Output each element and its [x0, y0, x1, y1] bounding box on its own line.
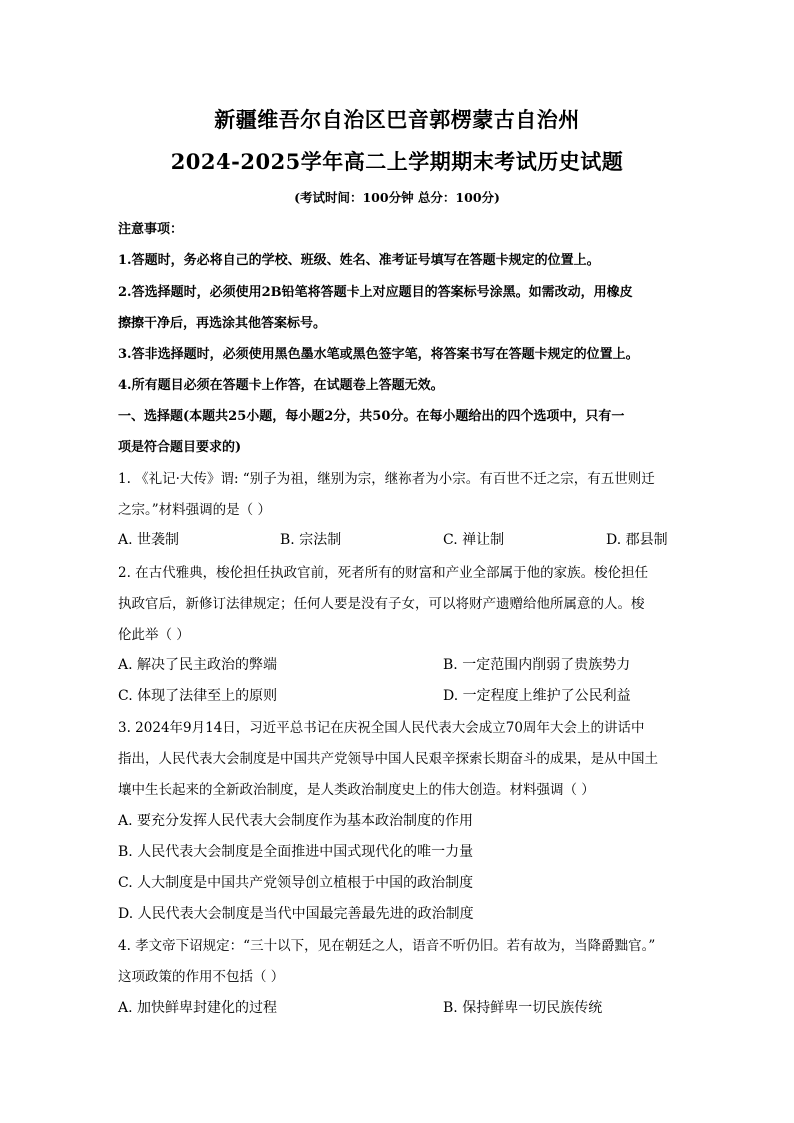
question-1-option-d[interactable]: D. 郡县制: [606, 532, 668, 548]
question-1-text: 1. 《礼记·大传》谓: “别子为祖，继别为宗，继祢者为小宗。有百世不迁之宗，有五世则迁: [118, 471, 655, 487]
note-item: 擦擦干净后，再选涂其他答案标号。: [118, 316, 327, 331]
question-3-text: 指出，人民代表大会制度是中国共产党领导中国人民艰辛探索长期奋斗的成果，是从中国土: [118, 751, 658, 767]
question-1-option-c[interactable]: C. 禅让制: [443, 532, 505, 548]
exam-info: (考试时间：100分钟 总分：100分): [294, 190, 500, 205]
question-3-text: 壤中生长起来的全新政治制度，是人类政治制度史上的伟大创造。材料强调（ ）: [118, 782, 595, 798]
question-2-option-d[interactable]: D. 一定程度上维护了公民利益: [443, 688, 631, 704]
question-2-text: 执政官后，新修订法律规定；任何人要是没有子女，可以将财产遗赠给他所属意的人。梭: [118, 596, 645, 612]
question-4-option-b[interactable]: B. 保持鲜卑一切民族传统: [443, 1000, 603, 1016]
question-2-text: 2. 在古代雅典，梭伦担任执政官前，死者所有的财富和产业全部属于他的家族。梭伦担任: [118, 565, 649, 581]
note-item: 1.答题时，务必将自己的学校、班级、姓名、准考证号填写在答题卡规定的位置上。: [118, 253, 600, 268]
note-item: 4.所有题目必须在答题卡上作答，在试题卷上答题无效。: [118, 378, 444, 393]
question-1-option-b[interactable]: B. 宗法制: [280, 532, 342, 548]
question-3-option-b[interactable]: B. 人民代表大会制度是全面推进中国式现代化的唯一力量: [118, 844, 474, 860]
question-2-text: 伦此举（ ）: [118, 627, 190, 643]
question-1-text: 之宗。”材料强调的是（ ）: [118, 502, 271, 518]
question-3-option-d[interactable]: D. 人民代表大会制度是当代中国最完善最先进的政治制度: [118, 906, 474, 922]
question-4-option-a[interactable]: A. 加快鲜卑封建化的过程: [118, 1000, 278, 1016]
question-1-option-a[interactable]: A. 世袭制: [118, 532, 180, 548]
notes-heading: 注意事项：: [118, 222, 184, 237]
section-heading-cont: 项是符合题目要求的): [118, 440, 242, 455]
section-heading: 一、选择题(本题共25小题，每小题2分，共50分。在每小题给出的四个选项中，只有一: [118, 409, 625, 424]
question-2-option-b[interactable]: B. 一定范围内削弱了贵族势力: [443, 657, 631, 673]
exam-title-line1: 新疆维吾尔自治区巴音郭楞蒙古自治州: [214, 107, 580, 132]
question-2-option-a[interactable]: A. 解决了民主政治的弊端: [118, 657, 278, 673]
exam-title-line2: 2024-2025学年高二上学期期末考试历史试题: [170, 149, 624, 174]
question-3-text: 3. 2024年9月14日，习近平总书记在庆祝全国人民代表大会成立70周年大会上的讲话中: [118, 720, 645, 736]
question-3-option-c[interactable]: C. 人大制度是中国共产党领导创立植根于中国的政治制度: [118, 875, 474, 891]
question-3-option-a[interactable]: A. 要充分发挥人民代表大会制度作为基本政治制度的作用: [118, 813, 474, 829]
question-4-text: 4. 孝文帝下诏规定：“三十以下，见在朝廷之人，语音不听仍旧。若有故为，当降爵黜官。”: [118, 938, 656, 954]
question-4-text: 这项政策的作用不包括（ ）: [118, 969, 285, 985]
note-item: 3.答非选择题时，必须使用黑色墨水笔或黑色签字笔，将答案书写在答题卡规定的位置上。: [118, 347, 639, 362]
note-item: 2.答选择题时，必须使用2B铅笔将答题卡上对应题目的答案标号涂黑。如需改动，用橡皮: [118, 285, 633, 300]
question-2-option-c[interactable]: C. 体现了法律至上的原则: [118, 688, 278, 704]
